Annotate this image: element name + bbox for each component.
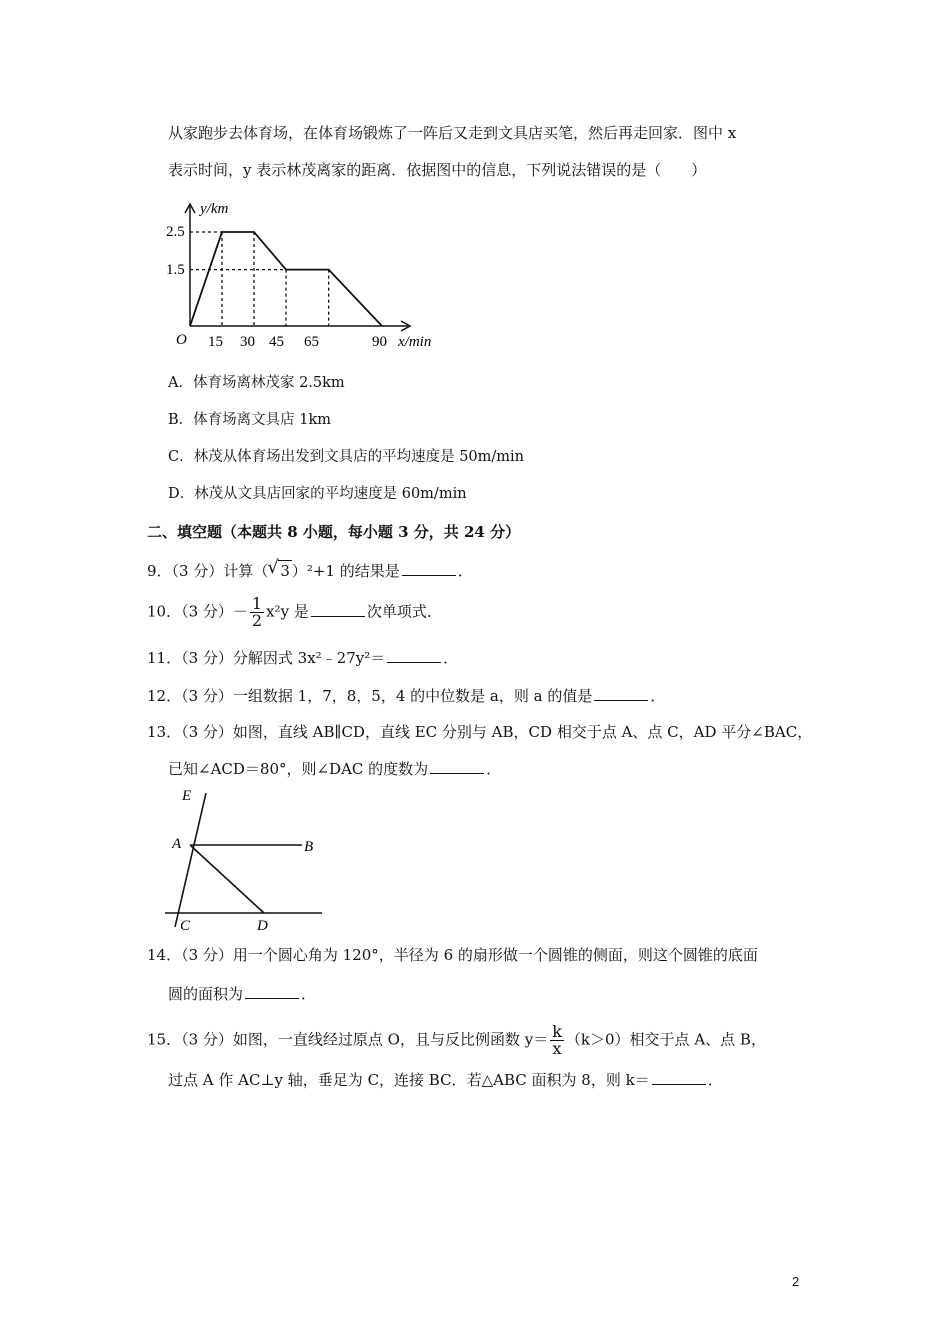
y-tick-label: 1.5 (166, 262, 185, 278)
fraction (550, 1024, 564, 1057)
x-axis-label: x/min (398, 334, 432, 350)
q12-text: 12．（3 分）一组数据 1，7，8，5，4 的中位数是 a，则 a 的值是 (147, 687, 593, 705)
point-label-b: B (304, 839, 314, 855)
point-label-c: C (180, 918, 191, 934)
question-9 (147, 560, 473, 581)
question-13-line-2 (168, 759, 501, 779)
intro-line-2: 表示时间，y 表示林茂离家的距离．依据图中的信息，下列说法错误的是（ ） (168, 161, 707, 179)
fraction-numerator: 1 (251, 594, 263, 613)
y-tick-label: 2.5 (166, 224, 185, 240)
question-13-line-1: 13．（3 分）如图，直线 AB∥CD，直线 EC 分别与 AB，CD 相交于点 A、点 C，AD 平分∠BAC， (147, 723, 813, 741)
q14-end: ． (301, 985, 317, 1003)
y-axis-label: y/km (200, 201, 229, 217)
option-b: B．体育场离文具店 1km (168, 412, 332, 428)
page-number: 2 (792, 1274, 800, 1289)
answer-blank[interactable] (311, 602, 365, 617)
section-2-title: 二、填空题（本题共 8 小题，每小题 3 分，共 24 分） (147, 523, 521, 541)
x-tick-label: 30 (240, 334, 255, 350)
x-tick-label: 65 (304, 334, 319, 350)
segment-ad (190, 845, 264, 913)
question-14-line-1: 14．（3 分）用一个圆心角为 120°，半径为 6 的扇形做一个圆锥的侧面，则这个圆锥的底面 (147, 946, 758, 964)
point-label-e: E (182, 788, 192, 804)
q9-end: ． (457, 562, 473, 580)
distance-time-graph (166, 196, 450, 356)
question-15-line-2 (168, 1070, 723, 1090)
point-label-a: A (172, 836, 182, 852)
question-10 (147, 596, 442, 629)
q10-suffix: x²y 是 (266, 602, 309, 621)
fraction-denominator: 2 (251, 611, 263, 630)
fraction-denominator: x (552, 1039, 562, 1058)
q11-text: 11．（3 分）分解因式 3x²﹣27y²＝ (147, 649, 386, 667)
intro-line-1: 从家跑步去体育场，在体育场锻炼了一阵后又走到文具店买笔，然后再走回家．图中 x (168, 124, 737, 142)
answer-blank[interactable] (594, 686, 648, 701)
answer-blank[interactable] (430, 759, 484, 774)
q10-prefix: 10．（3 分）－ (147, 602, 248, 621)
question-11 (147, 648, 458, 668)
fraction (250, 596, 264, 629)
line-ec (175, 793, 206, 927)
option-c: C．林茂从体育场出发到文具店的平均速度是 50m/min (168, 449, 525, 465)
q11-end: ． (443, 649, 459, 667)
parallel-lines-figure (160, 785, 330, 940)
question-14-line-2 (168, 984, 316, 1004)
q15-prefix: 15．（3 分）如图，一直线经过原点 O，且与反比例函数 y＝ (147, 1030, 549, 1049)
answer-blank[interactable] (387, 648, 441, 663)
answer-blank[interactable] (245, 984, 299, 999)
point-label-d: D (257, 918, 268, 934)
q13-text: 已知∠ACD＝80°，则∠DAC 的度数为 (168, 760, 429, 778)
x-tick-label: 45 (269, 334, 284, 350)
question-12 (147, 686, 665, 706)
fraction-numerator: k (552, 1022, 562, 1041)
origin-label: O (176, 332, 187, 348)
q15-suffix: （k＞0）相交于点 A、点 B， (565, 1030, 766, 1049)
answer-blank[interactable] (402, 561, 456, 576)
sqrt-radicand: √ 3 (278, 560, 292, 581)
answer-blank[interactable] (652, 1070, 706, 1085)
option-d: D．林茂从文具店回家的平均速度是 60m/min (168, 486, 467, 502)
option-a: A．体育场离林茂家 2.5km (168, 375, 345, 391)
q15-end: ． (707, 1071, 723, 1089)
q9-suffix: ）²+1 的结果是 (291, 562, 400, 580)
q10-end: 次单项式． (366, 602, 442, 621)
question-15-line-1 (147, 1024, 766, 1057)
q9-prefix: 9．（3 分）计算（ (147, 562, 269, 580)
q14-text: 圆的面积为 (168, 985, 244, 1003)
x-tick-label: 90 (372, 334, 387, 350)
x-tick-label: 15 (208, 334, 223, 350)
q13-end: ． (486, 760, 502, 778)
q12-end: ． (650, 687, 666, 705)
q15-text: 过点 A 作 AC⊥y 轴，垂足为 C，连接 BC．若△ABC 面积为 8，则 k＝ (168, 1071, 650, 1089)
